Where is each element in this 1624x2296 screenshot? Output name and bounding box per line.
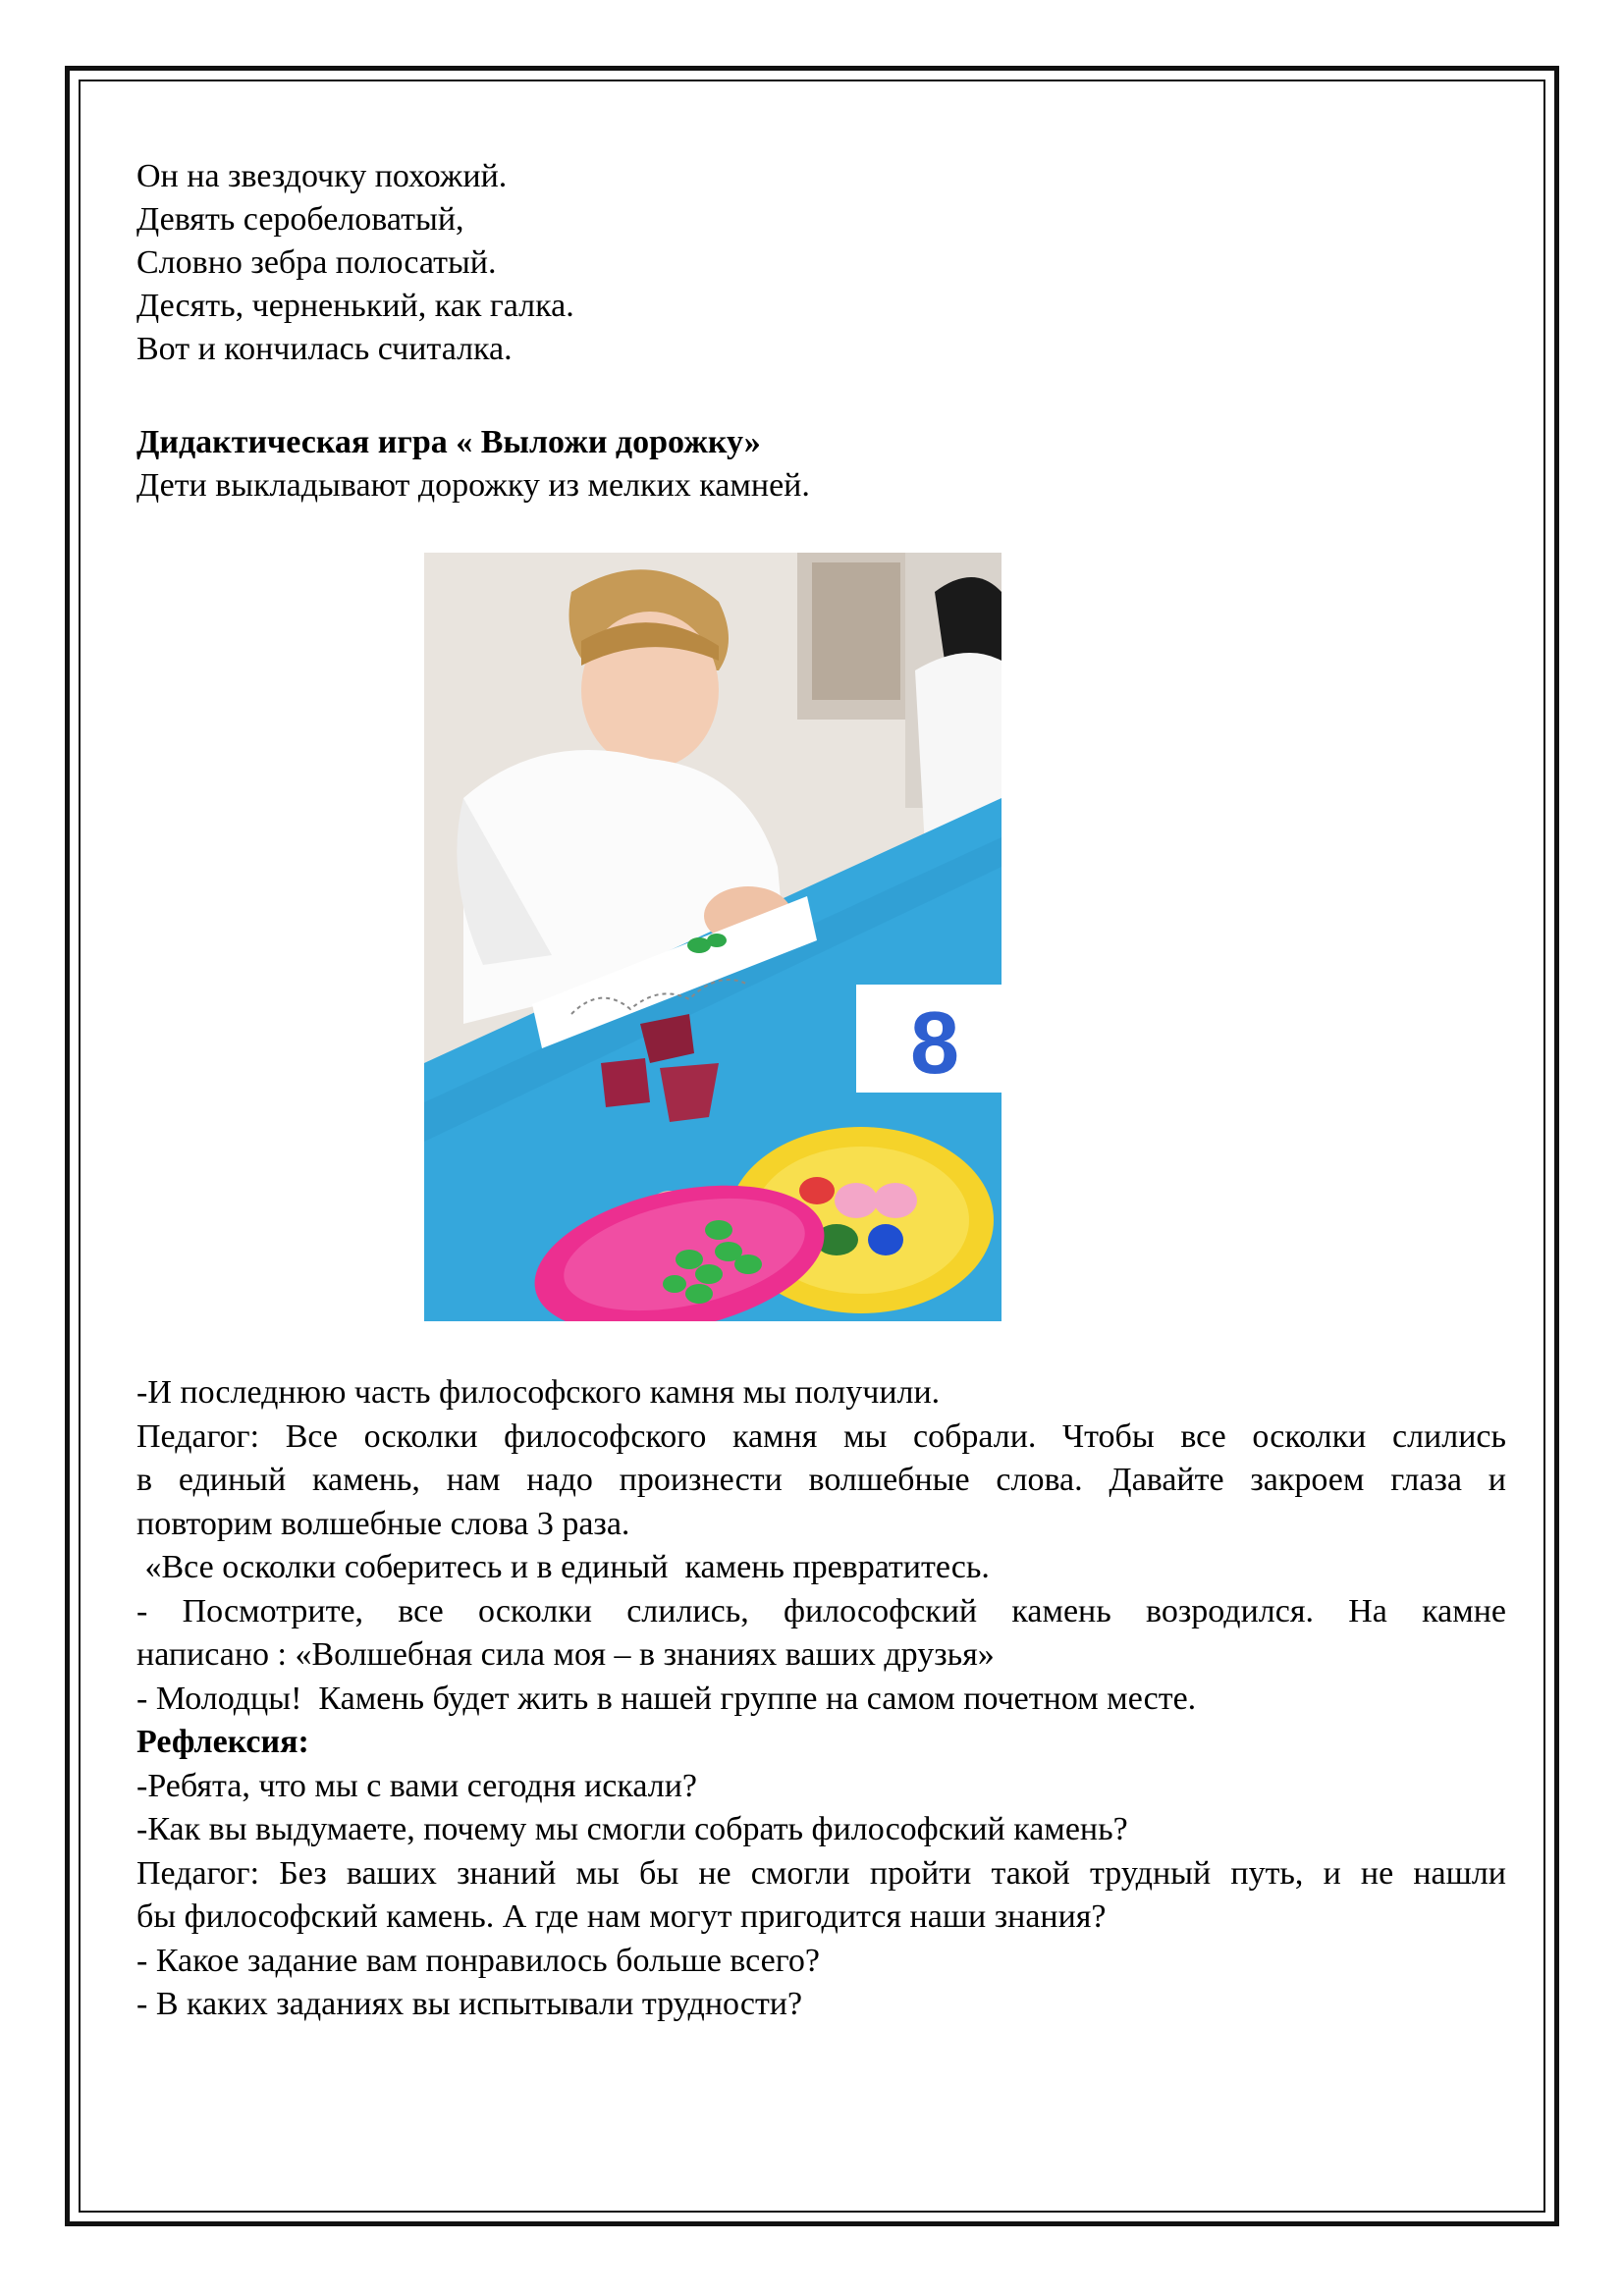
body-line: -И последнюю часть философского камня мы получили. (136, 1374, 941, 1411)
body-line: повторим волшебные слова 3 раза. (136, 1505, 630, 1542)
activity-photo (424, 553, 1001, 1321)
poem-line: Девять серобеловатый, (136, 201, 464, 238)
body-line: - Посмотрите, все осколки слились, философский камень возродился. На камне (136, 1592, 1506, 1629)
reflection-line: - В каких заданиях вы испытывали трудности? (136, 1986, 803, 2022)
reflection-line: - Какое задание вам понравилось больше всего? (136, 1942, 820, 1979)
game-description: Дети выкладывают дорожку из мелких камней. (136, 467, 810, 504)
body-line: в единый камень, нам надо произнести волшебные слова. Давайте закроем глаза и (136, 1462, 1506, 1498)
body-line: - Молодцы! Камень будет жить в нашей группе на самом почетном месте. (136, 1680, 1197, 1717)
number-card-digit: 8 (909, 994, 960, 1093)
poem-line: Десять, черненький, как галка. (136, 288, 574, 324)
reflection-line: -Ребята, что мы с вами сегодня искали? (136, 1767, 697, 1804)
poem-line: Вот и кончилась считалка. (136, 331, 513, 367)
reflection-line: Педагог: Без ваших знаний мы бы не смогли пройти такой трудный путь, и не нашли (136, 1854, 1506, 1892)
game-title: Дидактическая игра « Выложи дорожку» (136, 424, 761, 460)
reflection-title: Рефлексия: (136, 1724, 309, 1760)
body-line: «Все осколки соберитесь и в единый камень превратитесь. (136, 1549, 990, 1585)
reflection-line: -Как вы выдумаете, почему мы смогли собрать философский камень? (136, 1811, 1128, 1847)
poem-line: Словно зебра полосатый. (136, 244, 497, 281)
reflection-line: бы философский камень. А где нам могут пригодится наши знания? (136, 1898, 1107, 1935)
poem-line: Он на звездочку похожий. (136, 158, 508, 194)
body-text (136, 1371, 1506, 2027)
body-line: Педагог: Все осколки философского камня мы собрали. Чтобы все осколки слились (136, 1417, 1506, 1455)
body-line: написано : «Волшебная сила моя – в знаниях ваших друзья» (136, 1636, 995, 1673)
